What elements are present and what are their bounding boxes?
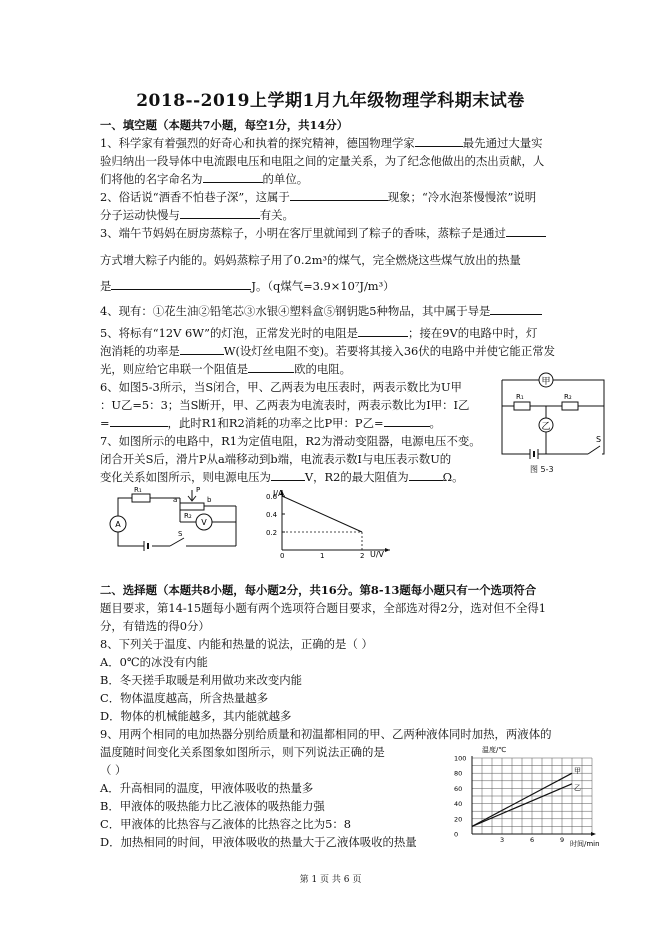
- q4-blank1: [490, 302, 542, 315]
- series-label: 乙: [574, 783, 581, 792]
- p-label: P: [196, 486, 201, 494]
- b-label: b: [207, 496, 212, 504]
- y-tick-label: 80: [454, 769, 463, 778]
- q9-option-a: A．升高相同的温度，甲液体吸收的热量多: [100, 781, 314, 795]
- y-tick-label: 0: [454, 830, 459, 839]
- meter-jia-label: 甲: [541, 377, 551, 387]
- q7-blank2: [409, 468, 443, 481]
- q2-line2: 分子运动快慢与 有关。: [100, 208, 294, 222]
- q3-line1: 3、端午节妈妈在厨房蒸粽子，小明在客厅里就闻到了粽子的香味，蒸粽子是通过: [100, 224, 546, 242]
- y-axis-label: I/A: [273, 489, 284, 498]
- section2-heading-line2: 题目要求，第14-15题每小题有两个选项符合题目要求，全部选对得2分，选对但不全得1: [100, 601, 547, 615]
- voltmeter-label: V: [201, 518, 207, 527]
- r1-label: R₁: [134, 486, 142, 494]
- q7-line3: 变化关系如图所示，则电源电压为 V，R2的最大阻值为 Ω。: [100, 470, 464, 484]
- q1-line3: 们将他的名字命名为 的单位。: [100, 172, 309, 186]
- q6-line3: = ，此时R1和R2消耗的功率之比P甲：P乙= 。: [100, 416, 441, 430]
- r1-resistor: [514, 402, 530, 410]
- r2-label: R₂: [184, 512, 192, 520]
- y-tick-label: 100: [454, 754, 467, 763]
- q1-blank1: [415, 134, 463, 147]
- page-title: 2018--2019上学期1月九年级物理学科期末试卷: [136, 91, 525, 111]
- r1-label: R₁: [516, 393, 524, 401]
- q6-blank2: [384, 414, 430, 427]
- q2-blank1: [290, 188, 388, 201]
- r2-label: R₂: [564, 393, 572, 401]
- y-tick-label: 0.6: [266, 493, 278, 501]
- q3-blank1: [506, 224, 546, 237]
- section2-heading-line3: 分，有错选的得0分）: [100, 619, 210, 633]
- q9-option-b: B．甲液体的吸热能力比乙液体的吸热能力强: [100, 799, 325, 813]
- q4-line1: 4、现有：①花生油②铅笔芯③水银④塑料盒⑤钢钥匙5种物品，其中属于导是: [100, 302, 542, 320]
- q1-line1: 1、科学家有着强烈的好奇心和执着的探究精神，德国物理学家 最先通过大量实: [100, 136, 543, 150]
- q9-stem-line2: 温度随时间变化关系图象如图所示，则下列说法正确的是: [100, 745, 385, 759]
- x-tick-label: 3: [500, 836, 505, 844]
- a-label: a: [173, 496, 178, 504]
- q6-line1: 6、如图5-3所示，当S闭合，甲、乙两表为电压表时，两表示数比为U甲: [100, 380, 462, 394]
- q5-line3: 光，则应给它串联一个阻值是 欧的电阻。: [100, 362, 352, 376]
- series-label: 甲: [574, 767, 581, 776]
- ammeter-label: A: [115, 520, 121, 529]
- x-tick-label: 2: [360, 552, 365, 558]
- series-line: [282, 496, 362, 532]
- x-tick-label: 1: [320, 552, 325, 558]
- q9-stem-line1: 9、用两个相同的电加热器分别给质量和初温都相同的甲、乙两种液体同时加热，两液体的: [100, 727, 552, 741]
- figure-q7-circuit: [100, 486, 242, 554]
- page-footer: 第 1 页 共 6 页: [299, 875, 362, 885]
- q6-blank1: [110, 414, 168, 427]
- q2-line1: 2、俗话说“酒香不怕巷子深”，这属于 现象；“冷水泡茶慢慢浓”说明: [100, 190, 537, 204]
- x-tick-label: 0: [280, 552, 285, 558]
- q7-line1: 7、如图所示的电路中，R1为定值电阻，R2为滑动变阻器，电源电压不变。: [100, 434, 481, 448]
- y-tick-label: 20: [454, 815, 463, 824]
- figure-5-3-label: 图 5-3: [530, 465, 554, 474]
- chart-temperature-time: [452, 742, 612, 850]
- q8-option-c: C．物体温度越高，所含热量越多: [100, 691, 269, 705]
- q5-blank1: [358, 324, 408, 337]
- y-tick-label: 40: [454, 800, 463, 809]
- y-tick-label: 60: [454, 784, 463, 793]
- q5-blank2: [180, 342, 224, 355]
- switch-label: S: [178, 530, 183, 538]
- q5-blank3: [248, 360, 294, 373]
- q1-line2: 验归纳出一段导体中电流跟电压和电阻之间的定量关系，为了纪念他做出的杰出贡献，人: [100, 154, 545, 168]
- switch-label: S: [596, 435, 602, 444]
- y-axis-label: 温度/℃: [482, 746, 507, 754]
- x-axis-label: 时间/min: [570, 840, 600, 848]
- figure-5-3-circuit: [492, 368, 612, 468]
- q7-line2: 闭合开关S后，滑片P从a端移动到b端，电流表示数I与电压表示数U的: [100, 452, 452, 466]
- q9-option-d: D．加热相同的时间，甲液体吸收的热量大于乙液体吸收的热量: [100, 835, 417, 849]
- switch-s: [588, 446, 600, 454]
- chart-current-voltage: [250, 486, 400, 558]
- y-tick-label: 0.4: [266, 511, 278, 519]
- q1-blank2: [203, 170, 263, 183]
- q9-option-c: C．甲液体的比热容与乙液体的比热容之比为5：8: [100, 817, 352, 831]
- q5-line1: 5、将标有“12V 6W”的灯泡，正常发光时的电阻是 ；接在9V的电路中时，灯: [100, 326, 538, 340]
- q7-blank1: [271, 468, 305, 481]
- x-axis-label: U/V: [370, 550, 385, 558]
- q5-line2: 泡消耗的功率是 W(设灯丝电阻不变)。若要将其接入36伏的电路中并使它能正常发: [100, 344, 555, 358]
- q3-blank2: [111, 277, 251, 290]
- q3-line3: 是 J。（q煤气=3.9×10⁷J/m³）: [100, 279, 395, 293]
- q3-line2: 方式增大粽子内能的。妈妈蒸粽子用了0.2m³的煤气，完全燃烧这些煤气放出的热量: [100, 253, 521, 267]
- r1-fixed-resistor: [132, 494, 150, 502]
- q9-stem-line3: （ ）: [100, 763, 127, 777]
- q6-line2: ：U乙=5：3；当S断开，甲、乙两表为电流表时，两表示数比为I甲：I乙: [100, 398, 470, 412]
- q2-blank2: [180, 206, 260, 219]
- r2-rheostat: [180, 503, 204, 510]
- r2-resistor: [562, 402, 578, 410]
- section2-heading-line1: 二、选择题（本题共8小题，每小题2分，共16分。第8-13题每小题只有一个选项符合: [100, 583, 537, 597]
- q8-option-a: A．0℃的冰没有内能: [100, 655, 208, 669]
- x-tick-label: 6: [530, 836, 535, 844]
- x-tick-label: 9: [560, 836, 565, 844]
- y-tick-label: 0.2: [266, 529, 278, 537]
- meter-yi-label: 乙: [541, 422, 551, 432]
- q8-stem: 8、下列关于温度、内能和热量的说法，正确的是（ ）: [100, 637, 373, 651]
- switch-s: [170, 538, 184, 546]
- q8-option-d: D．物体的机械能越多，其内能就越多: [100, 709, 292, 723]
- section1-heading: 一、填空题（本题共7小题，每空1分，共14分）: [100, 118, 349, 132]
- q8-option-b: B．冬天搓手取暖是利用做功来改变内能: [100, 673, 303, 687]
